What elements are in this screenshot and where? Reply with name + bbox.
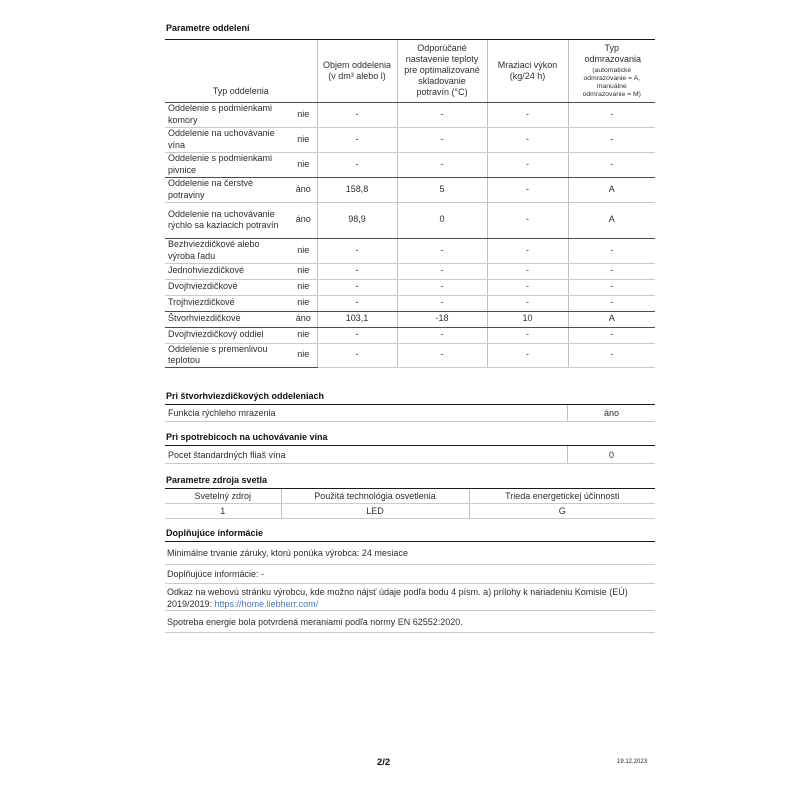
info-row-warranty: Minimálne trvanie záruky, ktorú ponúka výrobca: 24 mesiace bbox=[165, 542, 655, 565]
compartment-freezing: 10 bbox=[487, 311, 568, 327]
compartment-label: Trojhviezdičkové bbox=[165, 295, 290, 311]
compartment-present: nie bbox=[290, 295, 317, 311]
compartment-present: nie bbox=[290, 327, 317, 343]
compartment-volume: 103,1 bbox=[317, 311, 397, 327]
section-title: Parametre zdroja svetla bbox=[165, 474, 655, 489]
compartment-temperature: -18 bbox=[397, 311, 487, 327]
table-row bbox=[165, 263, 655, 279]
defrost-header-title: Typ odmrazovania bbox=[584, 42, 642, 64]
table-header-row bbox=[165, 40, 655, 102]
table-row bbox=[165, 202, 655, 238]
compartment-volume: 98,9 bbox=[317, 202, 397, 238]
compartment-present: nie bbox=[290, 127, 317, 152]
table-row bbox=[165, 127, 655, 152]
compartment-freezing: - bbox=[487, 177, 568, 202]
compartment-label: Dvojhviezdičkové bbox=[165, 279, 290, 295]
compartment-freezing: - bbox=[487, 152, 568, 177]
table-row bbox=[165, 102, 655, 127]
compartment-volume: - bbox=[317, 152, 397, 177]
compartment-volume: - bbox=[317, 238, 397, 263]
light-value-row bbox=[165, 503, 655, 518]
compartment-temperature: - bbox=[397, 152, 487, 177]
compartment-freezing: - bbox=[487, 279, 568, 295]
compartment-volume: - bbox=[317, 343, 397, 367]
light-technology-header: Použitá technológia osvetlenia bbox=[281, 489, 469, 503]
compartment-volume: - bbox=[317, 263, 397, 279]
compartment-freezing: - bbox=[487, 327, 568, 343]
compartment-volume: - bbox=[317, 295, 397, 311]
section-four-star bbox=[165, 390, 655, 422]
compartment-volume: - bbox=[317, 102, 397, 127]
info-row-energy: Spotreba energie bola potvrdená meraniami podľa normy EN 62552:2020. bbox=[165, 611, 655, 633]
compartment-freezing: - bbox=[487, 238, 568, 263]
compartment-present: nie bbox=[290, 102, 317, 127]
compartment-defrost: - bbox=[568, 263, 655, 279]
compartments-table bbox=[165, 40, 655, 368]
four-star-label: Funkcia rýchleho mrazenia bbox=[168, 408, 276, 418]
compartment-defrost: - bbox=[568, 295, 655, 311]
compartment-temperature: - bbox=[397, 279, 487, 295]
compartment-temperature: - bbox=[397, 343, 487, 367]
compartment-label: Oddelenie s premenlivou teplotou bbox=[165, 343, 290, 367]
compartment-label: Štvorhviezdičkové bbox=[165, 311, 290, 327]
compartment-present: áno bbox=[290, 177, 317, 202]
compartment-defrost: - bbox=[568, 279, 655, 295]
table-row bbox=[165, 343, 655, 367]
compartment-label: Oddelenie na uchovávanie rýchlo sa kaziacich potravín bbox=[165, 202, 290, 238]
info-row-extra: Doplňujúce informácie: - bbox=[165, 565, 655, 584]
compartment-volume: - bbox=[317, 327, 397, 343]
compartment-present: áno bbox=[290, 202, 317, 238]
compartment-defrost: A bbox=[568, 311, 655, 327]
section-light-source bbox=[165, 474, 655, 519]
compartment-present: nie bbox=[290, 343, 317, 367]
compartment-temperature: - bbox=[397, 238, 487, 263]
table-row bbox=[165, 152, 655, 177]
table-row bbox=[165, 238, 655, 263]
compartment-label: Oddelenie na čerstvé potraviny bbox=[165, 177, 290, 202]
wine-bottles-value: 0 bbox=[567, 446, 655, 463]
table-row bbox=[165, 295, 655, 311]
compartment-defrost: A bbox=[568, 177, 655, 202]
section-compartments bbox=[165, 22, 655, 368]
compartment-volume: 158,8 bbox=[317, 177, 397, 202]
compartment-freezing: - bbox=[487, 102, 568, 127]
column-header-type: Typ oddelenia bbox=[165, 40, 317, 102]
light-header-row bbox=[165, 489, 655, 503]
compartment-label: Oddelenie na uchovávanie vína bbox=[165, 127, 290, 152]
light-class-header: Trieda energetickej účinnosti bbox=[469, 489, 655, 503]
manufacturer-website-link[interactable]: https://home.liebherr.com/ bbox=[214, 598, 319, 609]
compartment-present: nie bbox=[290, 263, 317, 279]
section-title: Pri štvorhviezdičkových oddeleniach bbox=[165, 390, 655, 405]
compartment-label: Dvojhviezdičkový oddiel bbox=[165, 327, 290, 343]
section-wine bbox=[165, 431, 655, 464]
compartment-defrost: - bbox=[568, 343, 655, 367]
compartment-defrost: - bbox=[568, 238, 655, 263]
compartment-label: Jednohviezdičkové bbox=[165, 263, 290, 279]
compartment-present: áno bbox=[290, 311, 317, 327]
compartment-freezing: - bbox=[487, 263, 568, 279]
defrost-header-note: (automatické odmrazovanie = A, manuálne odmrazovanie = M) bbox=[582, 66, 641, 98]
table-row bbox=[165, 327, 655, 343]
light-technology-value: LED bbox=[281, 503, 469, 518]
link-row-prefix: Odkaz na webovú stránku výrobcu, kde možno nájsť údaje podľa bodu 4 písm. a) prílohy k nariadeniu Komisie (EÚ) 2019/2019: bbox=[167, 587, 628, 609]
section-title: Doplňujúce informácie bbox=[165, 527, 655, 542]
compartment-temperature: 0 bbox=[397, 202, 487, 238]
compartment-defrost: - bbox=[568, 102, 655, 127]
compartment-temperature: - bbox=[397, 327, 487, 343]
compartment-defrost: A bbox=[568, 202, 655, 238]
four-star-value: áno bbox=[567, 405, 655, 421]
compartment-temperature: 5 bbox=[397, 177, 487, 202]
compartment-freezing: - bbox=[487, 202, 568, 238]
compartment-temperature: - bbox=[397, 127, 487, 152]
column-header-volume: Objem oddelenia (v dm³ alebo l) bbox=[317, 40, 397, 102]
compartment-defrost: - bbox=[568, 152, 655, 177]
compartment-temperature: - bbox=[397, 263, 487, 279]
compartment-volume: - bbox=[317, 279, 397, 295]
table-row bbox=[165, 279, 655, 295]
compartment-temperature: - bbox=[397, 102, 487, 127]
compartment-present: nie bbox=[290, 279, 317, 295]
section-additional-info bbox=[165, 527, 655, 633]
compartment-freezing: - bbox=[487, 295, 568, 311]
compartment-present: nie bbox=[290, 238, 317, 263]
wine-bottles-label: Pocet štandardných fliaš vína bbox=[168, 449, 286, 460]
light-source-header: Svetelný zdroj bbox=[165, 489, 281, 503]
column-header-temperature: Odporúčané nastavenie teploty pre optimalizované skladovanie potravín (°C) bbox=[397, 40, 487, 102]
light-source-value: 1 bbox=[165, 503, 281, 518]
table-row bbox=[165, 311, 655, 327]
info-row-link bbox=[165, 584, 655, 611]
compartment-freezing: - bbox=[487, 127, 568, 152]
column-header-freezing: Mraziaci výkon (kg/24 h) bbox=[487, 40, 568, 102]
compartment-volume: - bbox=[317, 127, 397, 152]
compartment-label: Bezhviezdičkové alebo výroba ľadu bbox=[165, 238, 290, 263]
table-row bbox=[165, 177, 655, 202]
section-title: Parametre oddelení bbox=[165, 22, 655, 40]
compartment-present: nie bbox=[290, 152, 317, 177]
page-number: 2/2 bbox=[377, 757, 391, 768]
light-class-value: G bbox=[469, 503, 655, 518]
column-header-defrost bbox=[568, 40, 655, 102]
document-date: 19.12.2023 bbox=[617, 759, 648, 765]
compartment-label: Oddelenie s podmienkami pivnice bbox=[165, 152, 290, 177]
key-value-row bbox=[165, 405, 655, 422]
section-title: Pri spotrebicoch na uchovávanie vína bbox=[165, 431, 655, 446]
light-source-table bbox=[165, 489, 655, 519]
compartment-label: Oddelenie s podmienkami komory bbox=[165, 102, 290, 127]
compartment-freezing: - bbox=[487, 343, 568, 367]
compartment-defrost: - bbox=[568, 327, 655, 343]
compartment-temperature: - bbox=[397, 295, 487, 311]
key-value-row bbox=[165, 446, 655, 464]
compartment-defrost: - bbox=[568, 127, 655, 152]
